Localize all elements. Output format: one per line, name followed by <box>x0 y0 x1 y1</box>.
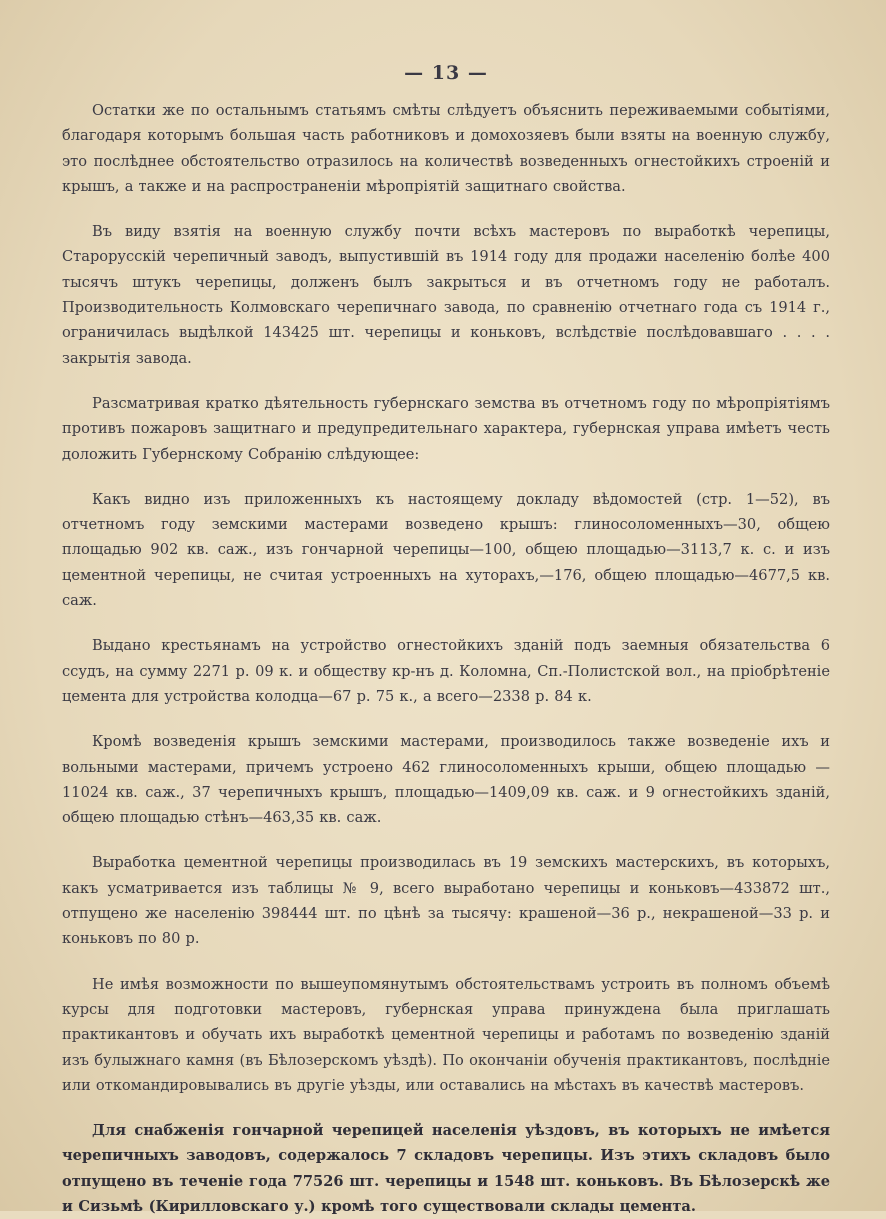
paragraph-7: Выработка цементной черепицы производилась въ 19 земскихъ мастерскихъ, въ которыхъ, какъ усматривается изъ таблицы № 9, всего выработано черепицы и коньковъ—433872 шт., отпущено же населенію 398444 шт. по цѣнѣ за тысячу: крашеной—36 р., некрашеной—33 р. и коньковъ по 80 р. <box>62 854 830 948</box>
paragraph-8: Не имѣя возможности по вышеупомянутымъ обстоятельствамъ устроить въ полномъ объемѣ курсы для подготовки мастеровъ, губернская управа принуждена была приглашать практикантовъ и обучать ихъ выработкѣ цементной черепицы и работамъ по возведенію зданій изъ булыжнаго камня (въ Бѣлозерскомъ уѣздѣ). По окончаніи обученія практикантовъ, послѣдніе или откомандировывались въ другіе уѣзды, или оставались на мѣстахъ въ качествѣ мастеровъ. <box>62 975 830 1094</box>
page-number: — 13 — <box>404 62 488 84</box>
paragraph-5: Выдано крестьянамъ на устройство огнестойкихъ зданій подъ заемныя обязательства 6 ссудъ, на сумму 2271 р. 09 к. и обществу кр-нъ д. Коломна, Сп.-Полистской вол., на пріобрѣтеніе цемента для устройства колодца—67 р. 75 к., а всего—2338 р. 84 к. <box>62 637 830 705</box>
paragraph-3: Разсматривая кратко дѣятельность губернскаго земства въ отчетномъ году по мѣропріятіямъ противъ пожаровъ защитнаго и предупредительнаго характера, губернская управа имѣетъ честь доложить Губернскому Собранію слѣдующее: <box>62 394 830 463</box>
paragraph-4: Какъ видно изъ приложенныхъ къ настоящему докладу вѣдомостей (стр. 1—52), въ отчетномъ году земскими мастерами возведено крышъ: глиносоломенныхъ—30, общею площадью 902 кв. саж., изъ гончарной черепицы—100, общею площадью—3113,7 к. с. и изъ цементной черепицы, не считая устроенныхъ на хуторахъ,—176, общею площадью—4677,5 кв. саж. <box>62 490 830 610</box>
paragraph-1: Остатки же по остальнымъ статьямъ смѣты слѣдуетъ объяснить переживаемыми событіями, благодаря которымъ большая часть работниковъ и домохозяевъ были взяты на военную службу, это послѣднее обстоятельство отразилось на количествѣ возведенныхъ огнестойкихъ строеній и крышъ, а также и на распространеніи мѣропріятій защитнаго свойства. <box>62 102 830 195</box>
paragraph-6: Кромѣ возведенія крышъ земскими мастерами, производилось также возведеніе ихъ и вольными мастерами, причемъ устроено 462 глиносоломенныхъ крыши, общею площадью —11024 кв. саж., 37 черепичныхъ крышъ, площадью—1409,09 кв. саж. и 9 огнестойкихъ зданій, общею площадью стѣнъ—463,35 кв. саж. <box>62 733 830 827</box>
paragraph-2: Въ виду взятія на военную службу почти всѣхъ мастеровъ по выработкѣ черепицы, Старорусскій черепичный заводъ, выпустившій въ 1914 году для продажи населенію болѣе 400 тысячъ штукъ черепицы, долженъ былъ закрыться и въ отчетномъ году не работалъ. Производительность Колмовскаго черепичнаго завода, по сравненію отчетнаго года съ 1914 г., ограничилась выдѣлкой 143425 шт. черепицы и коньковъ, вслѣдствіе послѣдовавшаго . . . . закрытія завода. <box>62 223 830 367</box>
paragraph-9: Для снабженія гончарной черепицей населенія уѣздовъ, въ которыхъ не имѣется черепичныхъ заводовъ, содержалось 7 складовъ черепицы. Изъ этихъ складовъ было отпущено въ теченіе года 77526 шт. черепицы и 1548 шт. коньковъ. Въ Бѣлозерскѣ же и Сизьмѣ (Кирилловскаго у.) кромѣ того существовали склады цемента. <box>62 1122 830 1215</box>
